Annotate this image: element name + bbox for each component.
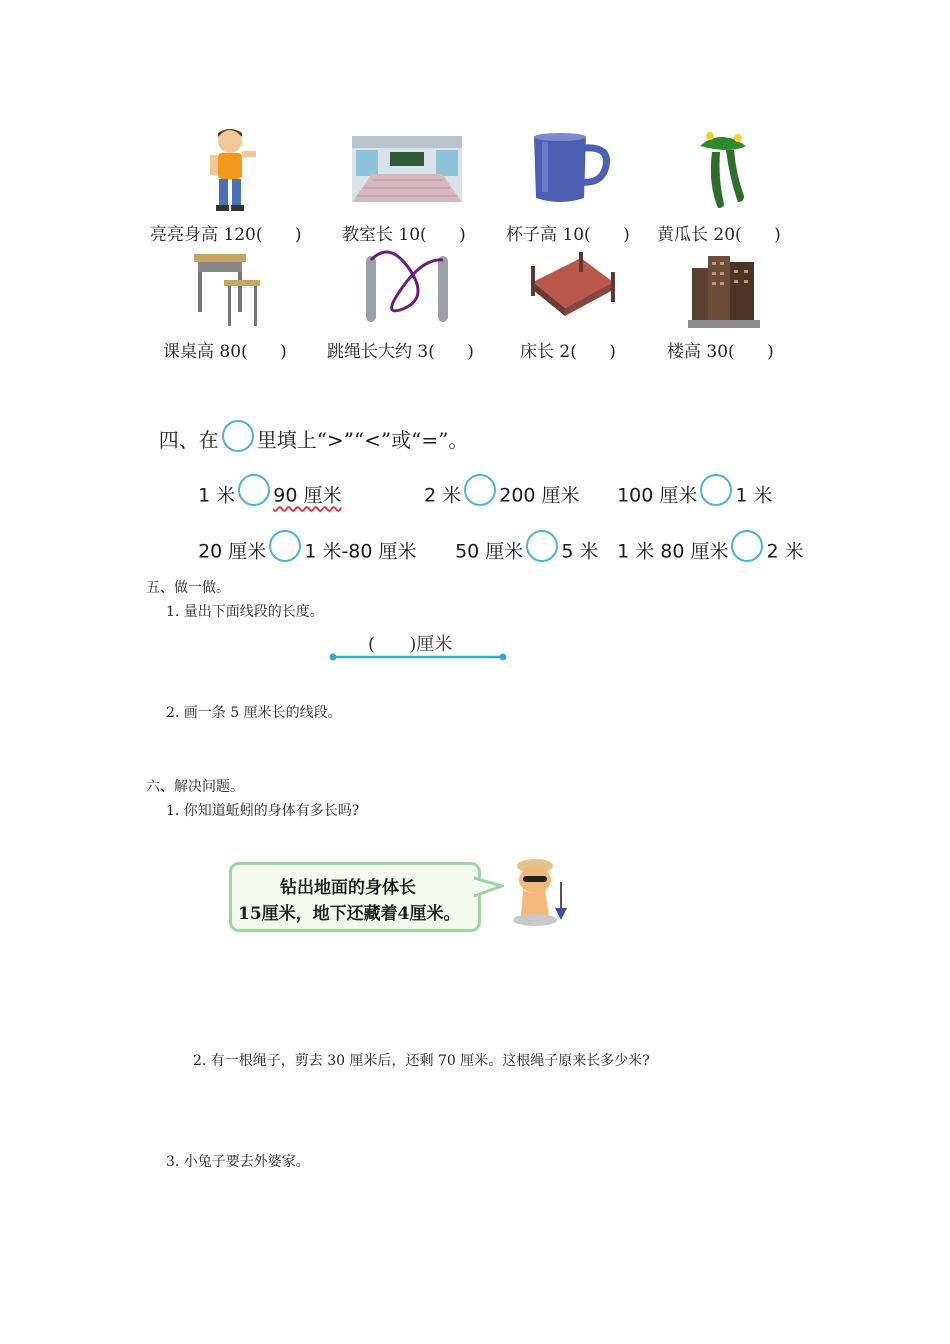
- section-4-heading: [146, 400, 468, 458]
- answer-circle[interactable]: [269, 530, 301, 562]
- desk-icon: [190, 250, 266, 328]
- section-4-prefix: 四、在: [158, 428, 219, 452]
- jump-rope-icon: [360, 250, 456, 330]
- section-5-question-1: 1. 量出下面线段的长度。: [166, 604, 324, 620]
- caption-building-height: 楼高 30( ): [667, 342, 774, 362]
- compare-item: 1 米 80 厘米 2 米: [605, 514, 804, 568]
- answer-circle-icon: [222, 420, 254, 452]
- answer-circle[interactable]: [700, 474, 732, 506]
- cucumber-icon: [690, 128, 756, 212]
- caption-classroom-length: 教室长 10( ): [342, 225, 466, 245]
- bubble-line-2: 15厘米，地下还藏着4厘米。: [238, 904, 461, 924]
- section-6-title: 六、解决问题。: [146, 779, 244, 795]
- compare-item: 100 厘米 1 米: [605, 458, 773, 512]
- segment-label: ( )厘米: [368, 634, 453, 655]
- classroom-icon: [352, 136, 462, 202]
- boy-icon: [198, 125, 262, 213]
- section-5-title: 五、做一做。: [146, 580, 230, 596]
- section-4-suffix: 里填上“>”“<”或“=”。: [256, 428, 469, 452]
- answer-circle[interactable]: [731, 530, 763, 562]
- answer-circle[interactable]: [464, 474, 496, 506]
- answer-circle[interactable]: [526, 530, 558, 562]
- speech-bubble: [229, 862, 481, 932]
- caption-rope-length: 跳绳长大约 3( ): [327, 342, 474, 362]
- measure-segment: [328, 650, 508, 664]
- compare-item: 20 厘米 1 米-80 厘米: [186, 514, 417, 568]
- bubble-line-1: 钻出地面的身体长: [280, 878, 416, 898]
- caption-cucumber-length: 黄瓜长 20( ): [657, 225, 781, 245]
- building-icon: [688, 250, 760, 330]
- section-6-question-3: 3. 小兔子要去外婆家。: [166, 1154, 310, 1170]
- compare-item: 50 厘米 5 米: [443, 514, 598, 568]
- section-5-question-2: 2. 画一条 5 厘米长的线段。: [166, 705, 342, 721]
- bed-icon: [525, 252, 617, 324]
- caption-bed-length: 床长 2( ): [520, 342, 616, 362]
- earthworm-character-icon: [505, 856, 575, 928]
- compare-item: 1 米 90 厘米: [186, 458, 341, 512]
- section-6-question-2: 2. 有一根绳子，剪去 30 厘米后，还剩 70 厘米。这根绳子原来长多少米?: [193, 1053, 650, 1069]
- caption-cup-height: 杯子高 10( ): [506, 225, 630, 245]
- answer-circle[interactable]: [238, 474, 270, 506]
- cup-icon: [530, 132, 612, 206]
- caption-height-liangliang: 亮亮身高 120( ): [150, 225, 302, 245]
- bubble-tail: [474, 876, 504, 898]
- caption-desk-height: 课桌高 80( ): [163, 342, 287, 362]
- compare-item: 2 米 200 厘米: [412, 458, 580, 512]
- section-6-question-1: 1. 你知道蚯蚓的身体有多长吗?: [166, 803, 360, 819]
